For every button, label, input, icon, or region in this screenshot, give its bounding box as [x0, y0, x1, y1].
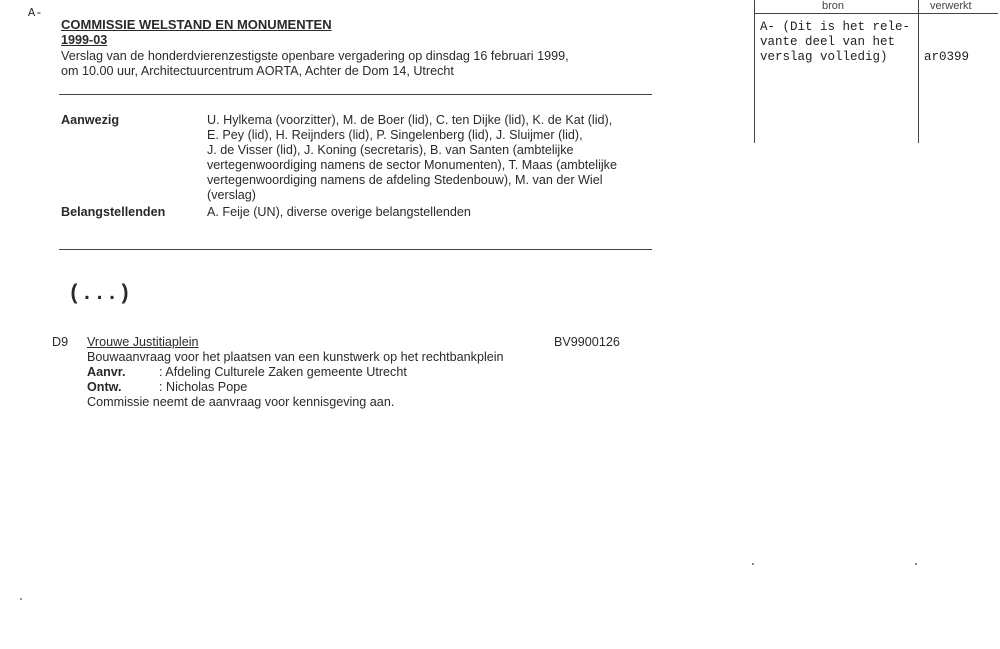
meeting-description-line2: om 10.00 uur, Architectuurcentrum AORTA, Achter de Dom 14, Utrecht — [61, 64, 454, 78]
aanvr-label: Aanvr. — [87, 365, 126, 379]
meeting-description-line1: Verslag van de honderdvierenzestigste openbare vergadering op dinsdag 16 februari 1999, — [61, 49, 569, 63]
scan-speck — [20, 598, 22, 600]
item-reference: BV9900126 — [554, 335, 620, 349]
stamp-bron-line3: verslag volledig) — [760, 50, 888, 64]
stamp-bron-line1: A- (Dit is het rele- — [760, 20, 911, 34]
scan-speck — [915, 563, 917, 565]
item-code: D9 — [52, 335, 69, 349]
meeting-number: 1999-03 — [61, 33, 108, 47]
aanwezig-line: vertegenwoordiging namens de sector Monumenten), T. Maas (ambtelijke — [207, 158, 617, 172]
ontw-value: : Nicholas Pope — [159, 380, 248, 394]
corner-mark: A- — [28, 6, 43, 20]
stamp-left-border — [754, 0, 755, 143]
section-divider-bottom — [59, 249, 652, 250]
stamp-col-bron: bron — [822, 0, 845, 12]
stamp-header-divider — [754, 13, 998, 14]
stamp-column-divider — [918, 0, 919, 143]
aanwezig-line: U. Hylkema (voorzitter), M. de Boer (lid), C. ten Dijke (lid), K. de Kat (lid), — [207, 113, 613, 127]
scan-speck — [752, 563, 754, 565]
archive-stamp — [752, 0, 1000, 143]
aanwezig-line: (verslag) — [207, 188, 256, 202]
aanwezig-line: vertegenwoordiging namens de afdeling Stedenbouw), M. van der Wiel — [207, 173, 603, 187]
belangstellenden-value: A. Feije (UN), diverse overige belangstellenden — [207, 205, 471, 219]
item-title: Vrouwe Justitiaplein — [87, 335, 199, 349]
item-conclusion: Commissie neemt de aanvraag voor kennisgeving aan. — [87, 395, 395, 409]
stamp-col-verwerkt: verwerkt — [930, 0, 972, 12]
stamp-verwerkt-value: ar0399 — [924, 50, 970, 64]
aanwezig-list — [207, 113, 617, 203]
ontw-label: Ontw. — [87, 380, 122, 394]
item-description: Bouwaanvraag voor het plaatsen van een kunstwerk op het rechtbankplein — [87, 350, 504, 364]
aanwezig-label: Aanwezig — [61, 113, 120, 127]
section-divider-top — [59, 94, 652, 95]
omission-mark: (...) — [68, 283, 132, 306]
aanwezig-line: E. Pey (lid), H. Reijnders (lid), P. Singelenberg (lid), J. Sluijmer (lid), — [207, 128, 583, 142]
belangstellenden-label: Belangstellenden — [61, 205, 166, 219]
aanwezig-line: J. de Visser (lid), J. Koning (secretaris), B. van Santen (ambtelijke — [207, 143, 574, 157]
document-title: COMMISSIE WELSTAND EN MONUMENTEN — [61, 17, 332, 32]
stamp-bron-line2: vante deel van het — [760, 35, 896, 49]
aanvr-value: : Afdeling Culturele Zaken gemeente Utrecht — [159, 365, 407, 379]
